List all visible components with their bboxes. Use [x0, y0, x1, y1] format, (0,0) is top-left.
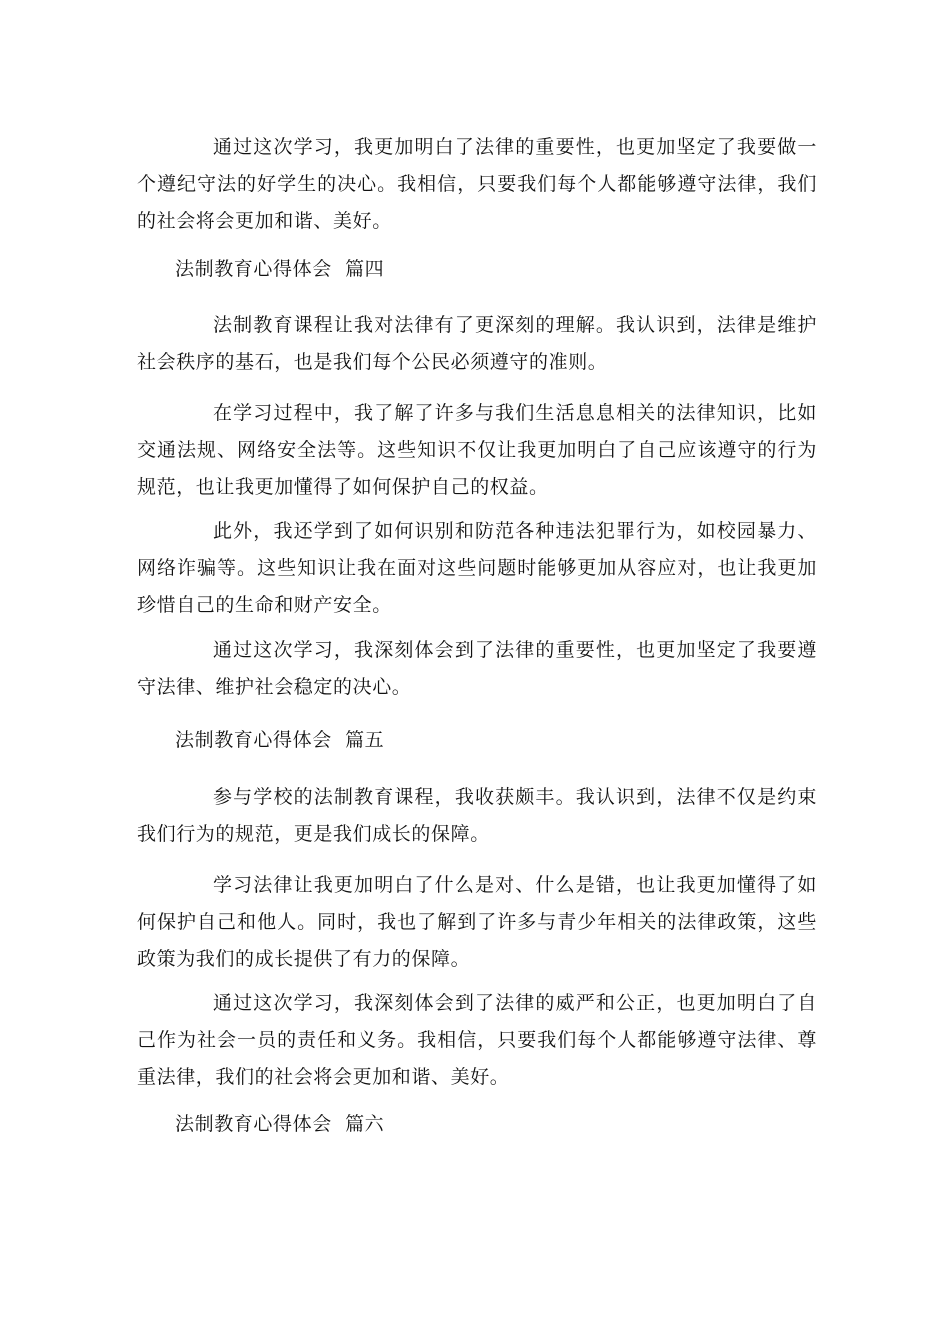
paragraph: 通过这次学习，我深刻体会到了法律的重要性，也更加坚定了我要遵守法律、维护社会稳定的决心。 — [137, 639, 817, 698]
section-heading: 法制教育心得体会 篇四 — [175, 258, 385, 280]
paragraph: 此外，我还学到了如何识别和防范各种违法犯罪行为，如校园暴力、网络诈骗等。这些知识让我在面对这些问题时能够更加从容应对，也让我更加珍惜自己的生命和财产安全。 — [137, 520, 817, 616]
paragraph: 参与学校的法制教育课程，我收获颇丰。我认识到，法律不仅是约束我们行为的规范，更是我们成长的保障。 — [137, 786, 817, 845]
section-heading: 法制教育心得体会 篇五 — [175, 729, 385, 751]
paragraph: 在学习过程中，我了解了许多与我们生活息息相关的法律知识，比如交通法规、网络安全法等。这些知识不仅让我更加明白了自己应该遵守的行为规范，也让我更加懂得了如何保护自己的权益。 — [137, 402, 817, 498]
paragraph: 法制教育课程让我对法律有了更深刻的理解。我认识到，法律是维护社会秩序的基石，也是我们每个公民必须遵守的准则。 — [137, 314, 817, 373]
paragraph: 学习法律让我更加明白了什么是对、什么是错，也让我更加懂得了如何保护自己和他人。同时，我也了解到了许多与青少年相关的法律政策，这些政策为我们的成长提供了有力的保障。 — [137, 874, 817, 970]
paragraph: 通过这次学习，我更加明白了法律的重要性，也更加坚定了我要做一个遵纪守法的好学生的决心。我相信，只要我们每个人都能够遵守法律，我们的社会将会更加和谐、美好。 — [137, 136, 817, 232]
section-heading: 法制教育心得体会 篇六 — [175, 1113, 385, 1135]
paragraph: 通过这次学习，我深刻体会到了法律的威严和公正，也更加明白了自己作为社会一员的责任和义务。我相信，只要我们每个人都能够遵守法律、尊重法律，我们的社会将会更加和谐、美好。 — [137, 992, 817, 1088]
